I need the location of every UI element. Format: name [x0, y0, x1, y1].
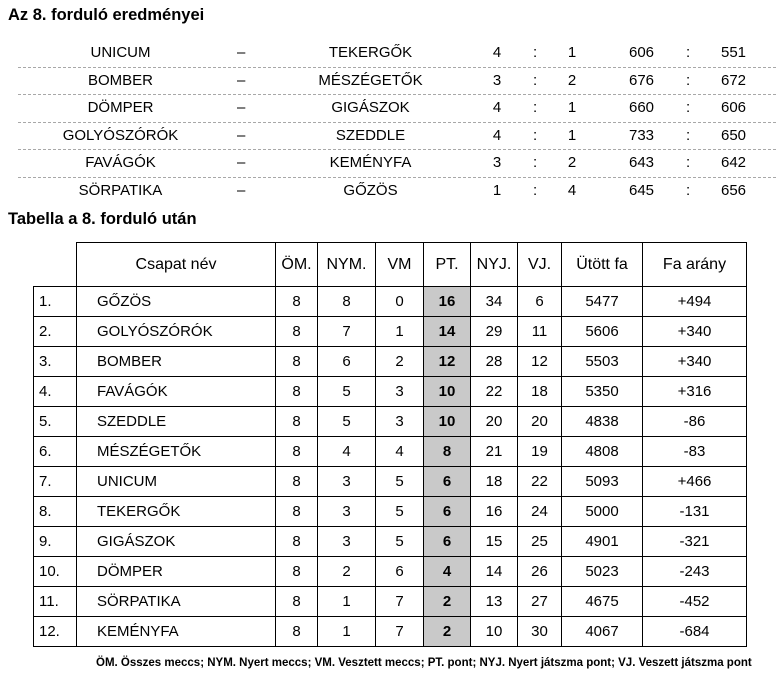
home-games: 3 — [492, 71, 502, 89]
vj-cell: 11 — [518, 317, 562, 347]
utott-cell: 4901 — [562, 527, 643, 557]
arany-cell: -684 — [643, 617, 747, 647]
vm-cell: 5 — [376, 497, 424, 527]
result-row — [18, 68, 776, 96]
utott-cell: 4808 — [562, 437, 643, 467]
vj-cell: 25 — [518, 527, 562, 557]
nym-cell: 5 — [318, 377, 376, 407]
home-team: UNICUM — [90, 44, 151, 61]
team-cell: GŐZÖS — [77, 287, 276, 317]
team-cell: BOMBER — [77, 347, 276, 377]
away-pins: 656 — [721, 181, 747, 199]
home-pins: 643 — [629, 154, 655, 172]
arany-cell: +340 — [643, 317, 747, 347]
team-cell: TEKERGŐK — [77, 497, 276, 527]
vm-cell: 7 — [376, 587, 424, 617]
standings-table — [33, 242, 747, 647]
om-cell: 8 — [276, 437, 318, 467]
games-colon: : — [533, 126, 538, 144]
nym-cell: 3 — [318, 497, 376, 527]
table-row — [34, 317, 747, 347]
pt-cell: 12 — [424, 347, 471, 377]
utott-cell: 4067 — [562, 617, 643, 647]
nym-cell: 5 — [318, 407, 376, 437]
pt-cell: 10 — [424, 407, 471, 437]
om-cell: 8 — [276, 347, 318, 377]
nyj-cell: 13 — [471, 587, 518, 617]
result-row — [18, 123, 776, 151]
arany-cell: -321 — [643, 527, 747, 557]
home-games: 3 — [492, 154, 502, 172]
utott-cell: 5000 — [562, 497, 643, 527]
table-row — [34, 617, 747, 647]
table-row — [34, 497, 747, 527]
home-pins: 676 — [629, 71, 655, 89]
pt-cell: 6 — [424, 527, 471, 557]
nym-cell: 8 — [318, 287, 376, 317]
header-pt: PT. — [424, 243, 471, 287]
result-row — [18, 150, 776, 178]
table-row — [34, 377, 747, 407]
away-team: SZEDDLE — [335, 126, 406, 144]
rank-cell: 7. — [34, 467, 77, 497]
arany-cell: -131 — [643, 497, 747, 527]
home-team: BOMBER — [87, 71, 153, 89]
abbreviation-legend: ÖM. Összes meccs; NYM. Nyert meccs; VM. Vesztett meccs; PT. pont; NYJ. Nyert játszma pont; VJ. Veszett játszma pont — [96, 657, 752, 669]
pt-cell: 6 — [424, 497, 471, 527]
versus-dash: – — [237, 154, 246, 172]
team-cell: SÖRPATIKA — [77, 587, 276, 617]
arany-cell: -83 — [643, 437, 747, 467]
nym-cell: 1 — [318, 617, 376, 647]
vj-cell: 6 — [518, 287, 562, 317]
vm-cell: 3 — [376, 407, 424, 437]
vj-cell: 12 — [518, 347, 562, 377]
om-cell: 8 — [276, 617, 318, 647]
table-row — [34, 527, 747, 557]
nym-cell: 1 — [318, 587, 376, 617]
result-row — [18, 178, 776, 205]
nym-cell: 4 — [318, 437, 376, 467]
vm-cell: 0 — [376, 287, 424, 317]
team-cell: KEMÉNYFA — [77, 617, 276, 647]
team-cell: UNICUM — [77, 467, 276, 497]
nyj-cell: 22 — [471, 377, 518, 407]
home-games: 4 — [492, 126, 502, 144]
games-colon: : — [533, 154, 538, 172]
away-pins: 650 — [721, 126, 747, 144]
results-list — [18, 40, 776, 205]
om-cell: 8 — [276, 377, 318, 407]
vm-cell: 6 — [376, 557, 424, 587]
rank-cell: 2. — [34, 317, 77, 347]
pt-cell: 10 — [424, 377, 471, 407]
home-pins: 733 — [629, 126, 655, 144]
om-cell: 8 — [276, 587, 318, 617]
games-colon: : — [533, 99, 538, 117]
away-games: 2 — [567, 71, 577, 89]
arany-cell: +316 — [643, 377, 747, 407]
result-row — [18, 40, 776, 68]
vj-cell: 26 — [518, 557, 562, 587]
vj-cell: 27 — [518, 587, 562, 617]
om-cell: 8 — [276, 467, 318, 497]
pt-cell: 2 — [424, 617, 471, 647]
away-games: 4 — [567, 181, 577, 199]
header-arany: Fa arány — [643, 243, 747, 287]
table-row — [34, 587, 747, 617]
versus-dash: – — [237, 99, 246, 117]
rank-cell: 8. — [34, 497, 77, 527]
arany-cell: -243 — [643, 557, 747, 587]
team-cell: GIGÁSZOK — [77, 527, 276, 557]
arany-cell: -452 — [643, 587, 747, 617]
om-cell: 8 — [276, 287, 318, 317]
arany-cell: +494 — [643, 287, 747, 317]
header-vm: VM — [376, 243, 424, 287]
nym-cell: 2 — [318, 557, 376, 587]
utott-cell: 5350 — [562, 377, 643, 407]
versus-dash: – — [237, 71, 246, 89]
versus-dash: – — [237, 44, 246, 61]
utott-cell: 4675 — [562, 587, 643, 617]
vm-cell: 2 — [376, 347, 424, 377]
vj-cell: 18 — [518, 377, 562, 407]
games-colon: : — [533, 181, 538, 199]
rank-cell: 6. — [34, 437, 77, 467]
utott-cell: 4838 — [562, 407, 643, 437]
arany-cell: -86 — [643, 407, 747, 437]
nyj-cell: 14 — [471, 557, 518, 587]
nym-cell: 3 — [318, 527, 376, 557]
home-team: DÖMPER — [87, 99, 154, 117]
away-team: TEKERGŐK — [328, 44, 413, 61]
table-row — [34, 467, 747, 497]
utott-cell: 5606 — [562, 317, 643, 347]
pins-colon: : — [686, 154, 691, 172]
versus-dash: – — [237, 181, 246, 199]
rank-cell: 9. — [34, 527, 77, 557]
home-pins: 645 — [629, 181, 655, 199]
home-team: GOLYÓSZÓRÓK — [62, 126, 179, 144]
away-pins: 606 — [721, 99, 747, 117]
vj-cell: 30 — [518, 617, 562, 647]
pins-colon: : — [686, 44, 691, 61]
rank-cell: 5. — [34, 407, 77, 437]
nyj-cell: 34 — [471, 287, 518, 317]
home-games: 4 — [492, 44, 502, 61]
arany-cell: +340 — [643, 347, 747, 377]
away-pins: 642 — [721, 154, 747, 172]
pt-cell: 14 — [424, 317, 471, 347]
rank-cell: 11. — [34, 587, 77, 617]
away-games: 2 — [567, 154, 577, 172]
team-cell: FAVÁGÓK — [77, 377, 276, 407]
home-pins: 606 — [629, 44, 655, 61]
header-vj: VJ. — [518, 243, 562, 287]
utott-cell: 5023 — [562, 557, 643, 587]
nyj-cell: 20 — [471, 407, 518, 437]
om-cell: 8 — [276, 317, 318, 347]
team-cell: DÖMPER — [77, 557, 276, 587]
nyj-cell: 21 — [471, 437, 518, 467]
vj-cell: 22 — [518, 467, 562, 497]
standings-title: Tabella a 8. forduló után — [8, 210, 197, 228]
rank-cell: 4. — [34, 377, 77, 407]
nyj-cell: 16 — [471, 497, 518, 527]
rank-cell: 1. — [34, 287, 77, 317]
vm-cell: 5 — [376, 527, 424, 557]
header-om: ÖM. — [276, 243, 318, 287]
pins-colon: : — [686, 126, 691, 144]
utott-cell: 5503 — [562, 347, 643, 377]
om-cell: 8 — [276, 407, 318, 437]
rank-cell: 3. — [34, 347, 77, 377]
header-corner — [34, 243, 77, 287]
nyj-cell: 28 — [471, 347, 518, 377]
om-cell: 8 — [276, 527, 318, 557]
pt-cell: 6 — [424, 467, 471, 497]
team-cell: SZEDDLE — [77, 407, 276, 437]
utott-cell: 5093 — [562, 467, 643, 497]
om-cell: 8 — [276, 557, 318, 587]
nym-cell: 3 — [318, 467, 376, 497]
away-games: 1 — [567, 126, 577, 144]
home-team: FAVÁGÓK — [85, 154, 156, 172]
versus-dash: – — [237, 126, 246, 144]
table-header-row — [34, 243, 747, 287]
pt-cell: 4 — [424, 557, 471, 587]
pins-colon: : — [686, 99, 691, 117]
away-games: 1 — [567, 99, 577, 117]
team-cell: GOLYÓSZÓRÓK — [77, 317, 276, 347]
results-title: Az 8. forduló eredményei — [8, 6, 205, 24]
vm-cell: 4 — [376, 437, 424, 467]
header-utott: Ütött fa — [562, 243, 643, 287]
om-cell: 8 — [276, 497, 318, 527]
games-colon: : — [533, 44, 538, 61]
vj-cell: 19 — [518, 437, 562, 467]
nyj-cell: 18 — [471, 467, 518, 497]
home-games: 4 — [492, 99, 502, 117]
team-cell: MÉSZÉGETŐK — [77, 437, 276, 467]
rank-cell: 12. — [34, 617, 77, 647]
vj-cell: 20 — [518, 407, 562, 437]
arany-cell: +466 — [643, 467, 747, 497]
games-colon: : — [533, 71, 538, 89]
away-pins: 551 — [721, 44, 747, 61]
vm-cell: 5 — [376, 467, 424, 497]
table-row — [34, 437, 747, 467]
result-row — [18, 95, 776, 123]
header-team: Csapat név — [77, 243, 276, 287]
nyj-cell: 15 — [471, 527, 518, 557]
rank-cell: 10. — [34, 557, 77, 587]
table-row — [34, 287, 747, 317]
header-nyj: NYJ. — [471, 243, 518, 287]
nym-cell: 6 — [318, 347, 376, 377]
vm-cell: 7 — [376, 617, 424, 647]
away-games: 1 — [567, 44, 577, 61]
table-row — [34, 557, 747, 587]
table-row — [34, 347, 747, 377]
away-team: GIGÁSZOK — [331, 99, 410, 117]
pins-colon: : — [686, 181, 691, 199]
home-games: 1 — [492, 181, 502, 199]
away-team: GŐZÖS — [343, 181, 398, 199]
vj-cell: 24 — [518, 497, 562, 527]
utott-cell: 5477 — [562, 287, 643, 317]
nyj-cell: 10 — [471, 617, 518, 647]
away-pins: 672 — [721, 71, 747, 89]
pt-cell: 8 — [424, 437, 471, 467]
away-team: MÉSZÉGETŐK — [318, 71, 423, 89]
pt-cell: 16 — [424, 287, 471, 317]
header-nym: NYM. — [318, 243, 376, 287]
table-row — [34, 407, 747, 437]
pins-colon: : — [686, 71, 691, 89]
vm-cell: 3 — [376, 377, 424, 407]
home-pins: 660 — [629, 99, 655, 117]
nyj-cell: 29 — [471, 317, 518, 347]
nym-cell: 7 — [318, 317, 376, 347]
vm-cell: 1 — [376, 317, 424, 347]
away-team: KEMÉNYFA — [329, 154, 412, 172]
home-team: SÖRPATIKA — [78, 181, 163, 199]
pt-cell: 2 — [424, 587, 471, 617]
